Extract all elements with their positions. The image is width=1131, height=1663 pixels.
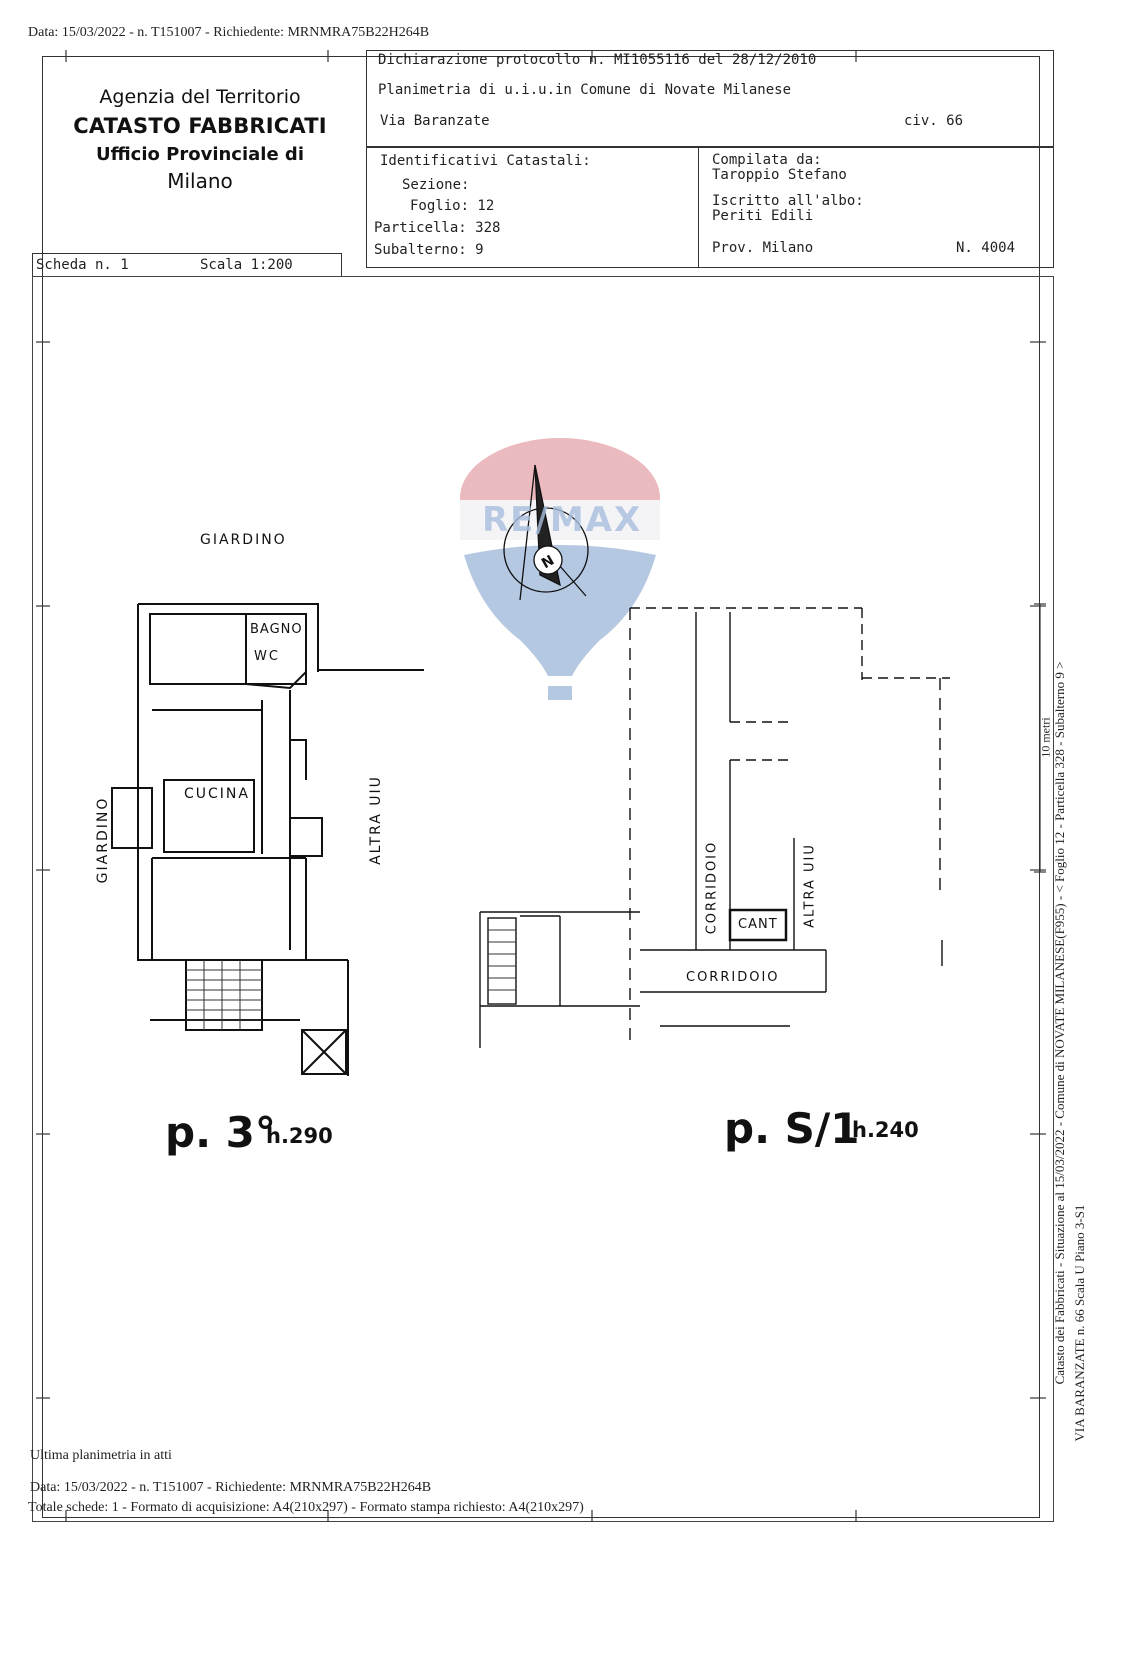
altra-uiu-right-label: ALTRA UIU (802, 843, 818, 928)
ultima-planimetria-label: Ultima planimetria in atti (30, 1448, 172, 1463)
remax-brand-text: RE/MAX (482, 500, 643, 540)
city-label: Milano (167, 169, 233, 193)
corridoio-horizontal-label: CORRIDOIO (686, 970, 780, 985)
cucina-label: CUCINA (184, 786, 250, 802)
giardino-top-label: GIARDINO (200, 532, 287, 548)
footer-request-line: Data: 15/03/2022 - n. T151007 - Richiedente: MRNMRA75B22H264B (30, 1480, 432, 1495)
scale-bar-label: 10 metri (1038, 717, 1053, 758)
stairs-floor-3-icon (186, 960, 262, 1030)
catasto-title: CATASTO FABBRICATI (73, 114, 327, 138)
albo-value: Periti Edili (712, 208, 814, 224)
foglio-label: Foglio: 12 (410, 198, 495, 214)
subalterno-label: Subalterno: 9 (374, 242, 484, 258)
floor-s1-title: p. S/1 (724, 1104, 860, 1153)
scala-label: Scala 1:200 (200, 257, 293, 273)
particella-label: Particella: 328 (374, 220, 501, 236)
sezione-label: Sezione: (402, 177, 470, 193)
civico-label: civ. 66 (904, 113, 964, 129)
declaration-line: Dichiarazione protocollo n. MI1055116 del 28/12/2010 (378, 52, 817, 68)
albo-title: Iscritto all'albo: (712, 193, 864, 209)
bagno-label: BAGNO (250, 622, 303, 637)
giardino-side-label: GIARDINO (95, 796, 111, 884)
wc-label: WC (254, 649, 280, 664)
planimetria-line: Planimetria di u.i.u.in Comune di Novate Milanese (378, 82, 792, 98)
stairs-floor-s1-icon (488, 930, 516, 990)
catasto-side-text: Catasto dei Fabbricati - Situazione al 15/03/2022 - Comune di NOVATE MILANESE(F955) - < Foglio 12 - Particella 328 - Subalterno 9 > (1052, 661, 1067, 1385)
catasto-side-address: VIA BARANZATE n. 66 Scala U Piano 3-S1 (1072, 1204, 1087, 1442)
floor-3-title: p. 3° (165, 1108, 276, 1157)
svg-text:N: N (538, 552, 558, 573)
altra-uiu-left-label: ALTRA UIU (368, 775, 384, 865)
header-request-line: Data: 15/03/2022 - n. T151007 - Richiedente: MRNMRA75B22H264B (28, 25, 430, 40)
cantina-label: CANT (738, 917, 778, 932)
via-label: Via Baranzate (380, 113, 490, 129)
compilata-name: Taroppio Stefano (712, 167, 847, 183)
footer-totale-line: Totale schede: 1 - Formato di acquisizione: A4(210x297) - Formato stampa richiesto: A4(210x297) (28, 1500, 584, 1515)
identificativi-title: Identificativi Catastali: (380, 153, 591, 169)
agency-name: Agenzia del Territorio (99, 86, 301, 108)
remax-watermark (460, 438, 660, 700)
prov-label: Prov. Milano (712, 240, 814, 256)
floor-3-height: h.290 (266, 1124, 333, 1148)
ufficio-label: Ufficio Provinciale di (95, 144, 304, 165)
compilata-title: Compilata da: (712, 152, 822, 168)
scheda-label: Scheda n. 1 (36, 257, 129, 273)
corridoio-vertical-label: CORRIDOIO (704, 840, 720, 935)
albo-number: N. 4004 (956, 240, 1016, 256)
floor-s1-height: h.240 (852, 1118, 919, 1142)
